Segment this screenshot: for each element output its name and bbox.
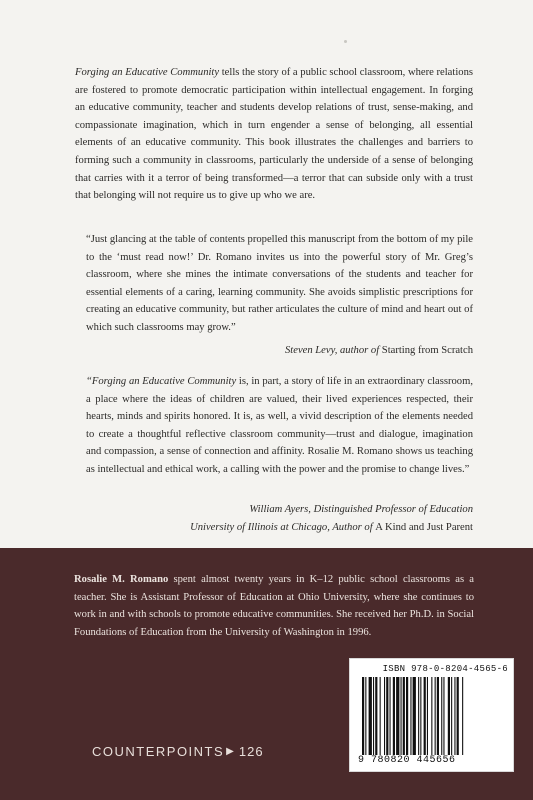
barcode-bar <box>443 677 444 755</box>
endorsement-attribution-2-line-1: William Ayers, Distinguished Professor of Education <box>249 504 473 515</box>
author-bio <box>74 571 474 641</box>
endorsement-quote-2 <box>86 373 473 479</box>
barcode-bar <box>386 677 388 755</box>
barcode-bar <box>384 677 385 755</box>
endorsement-quote-1: “Just glancing at the table of contents propelled this manuscript from the bottom of my pile to the ‘must read now!’ Dr. Romano invites us into the powerful story of Mr. Greg’s classroom, where she mines the intimate conversations of the students and teacher for essential elements of a caring, learning community. She avoids simplistic prescriptions for creating an educative community, but rather articulates the culture of mind and heart out of which such classrooms may grow.” <box>86 234 473 333</box>
series-logo <box>92 744 264 759</box>
barcode-bar <box>420 677 421 755</box>
endorsement-attribution-1 <box>285 342 473 360</box>
book-description <box>75 64 473 205</box>
barcode-bar <box>380 677 381 755</box>
attribution-1-author: Steven Levy, author of <box>285 345 382 356</box>
quote-2-title: “Forging an Educative Community <box>86 376 237 387</box>
barcode-digits: 9 780820 445656 <box>358 755 456 766</box>
barcode-bar <box>406 677 408 755</box>
barcode-bar <box>410 677 411 755</box>
book-title-italic: Forging an Educative Community <box>75 67 220 78</box>
barcode-bar <box>451 677 452 755</box>
quote-2-text: is, in part, a story of life in an extraordinary classroom, a place where the ideas of children are valued, their lived experiences respected, their hearts, minds and spirits honored. It is, as well, a vivid description of the elements needed to create a thoughtful reflective classroom community—trust and dialogue, imagination and compassion, a sense of connection and affinity. Rosalie M. Romano shows us teaching as intellectual and ethical work, a calling with the power and the promise to change lives.” <box>86 376 473 475</box>
barcode-bar <box>454 677 455 755</box>
barcode-bar <box>435 677 436 755</box>
barcode-bar <box>375 677 377 755</box>
barcode-bar <box>448 677 450 755</box>
isbn-label: ISBN 978-0-8204-4565-6 <box>382 664 508 674</box>
barcode-bar <box>362 677 364 755</box>
isbn-barcode <box>349 658 514 772</box>
barcode-bar <box>393 677 395 755</box>
barcode-bar <box>413 677 416 755</box>
barcode-bar <box>457 677 459 755</box>
barcode-bar <box>462 677 463 755</box>
barcode-bars <box>362 677 502 755</box>
barcode-bar <box>403 677 405 755</box>
barcode-bar <box>401 677 402 755</box>
author-name: Rosalie M. Romano <box>74 574 169 585</box>
attribution-2-affiliation: University of Illinois at Chicago, Author of <box>190 522 376 533</box>
series-name: COUNTERPOINTS <box>92 744 225 759</box>
author-bio-text: spent almost twenty years in K–12 public school classrooms as a teacher. She is Assistant Professor of Education at Ohio University, where she continues to work in and with schools to promote educative communities. She received her Ph.D. in Social Foundations of Education from the University of Washington in 1996. <box>74 574 474 638</box>
barcode-bar <box>365 677 366 755</box>
barcode-bar <box>418 677 419 755</box>
description-text: tells the story of a public school classroom, where relations are fostered to promote democratic participation within intellectual engagement. In forging an educative community, teacher and students develop relations of trust, sense-making, and compassionate imagination, which in turn engender a sense of belonging, all essential elements of an educative community. This book illustrates the challenges and barriers to forming such a community in classrooms, particularly the underside of a sense of belonging that carries with it a terror of being transformed—a terror that can subside only with a trust that belonging will not require us to give up who we are. <box>75 67 473 202</box>
barcode-bar <box>431 677 432 755</box>
attribution-1-book: Starting from Scratch <box>381 345 473 356</box>
barcode-bar <box>437 677 439 755</box>
series-number: 126 <box>238 744 264 759</box>
series-arrow-icon: ▶ <box>226 746 235 757</box>
barcode-bar <box>427 677 428 755</box>
barcode-bar <box>424 677 426 755</box>
barcode-bar <box>441 677 442 755</box>
attribution-2-book: A Kind and Just Parent <box>375 522 473 533</box>
print-speck <box>344 40 347 43</box>
barcode-bar <box>390 677 391 755</box>
barcode-bar <box>396 677 399 755</box>
endorsement-attribution-2-line-2 <box>190 519 473 537</box>
barcode-bar <box>369 677 372 755</box>
barcode-bar <box>373 677 374 755</box>
